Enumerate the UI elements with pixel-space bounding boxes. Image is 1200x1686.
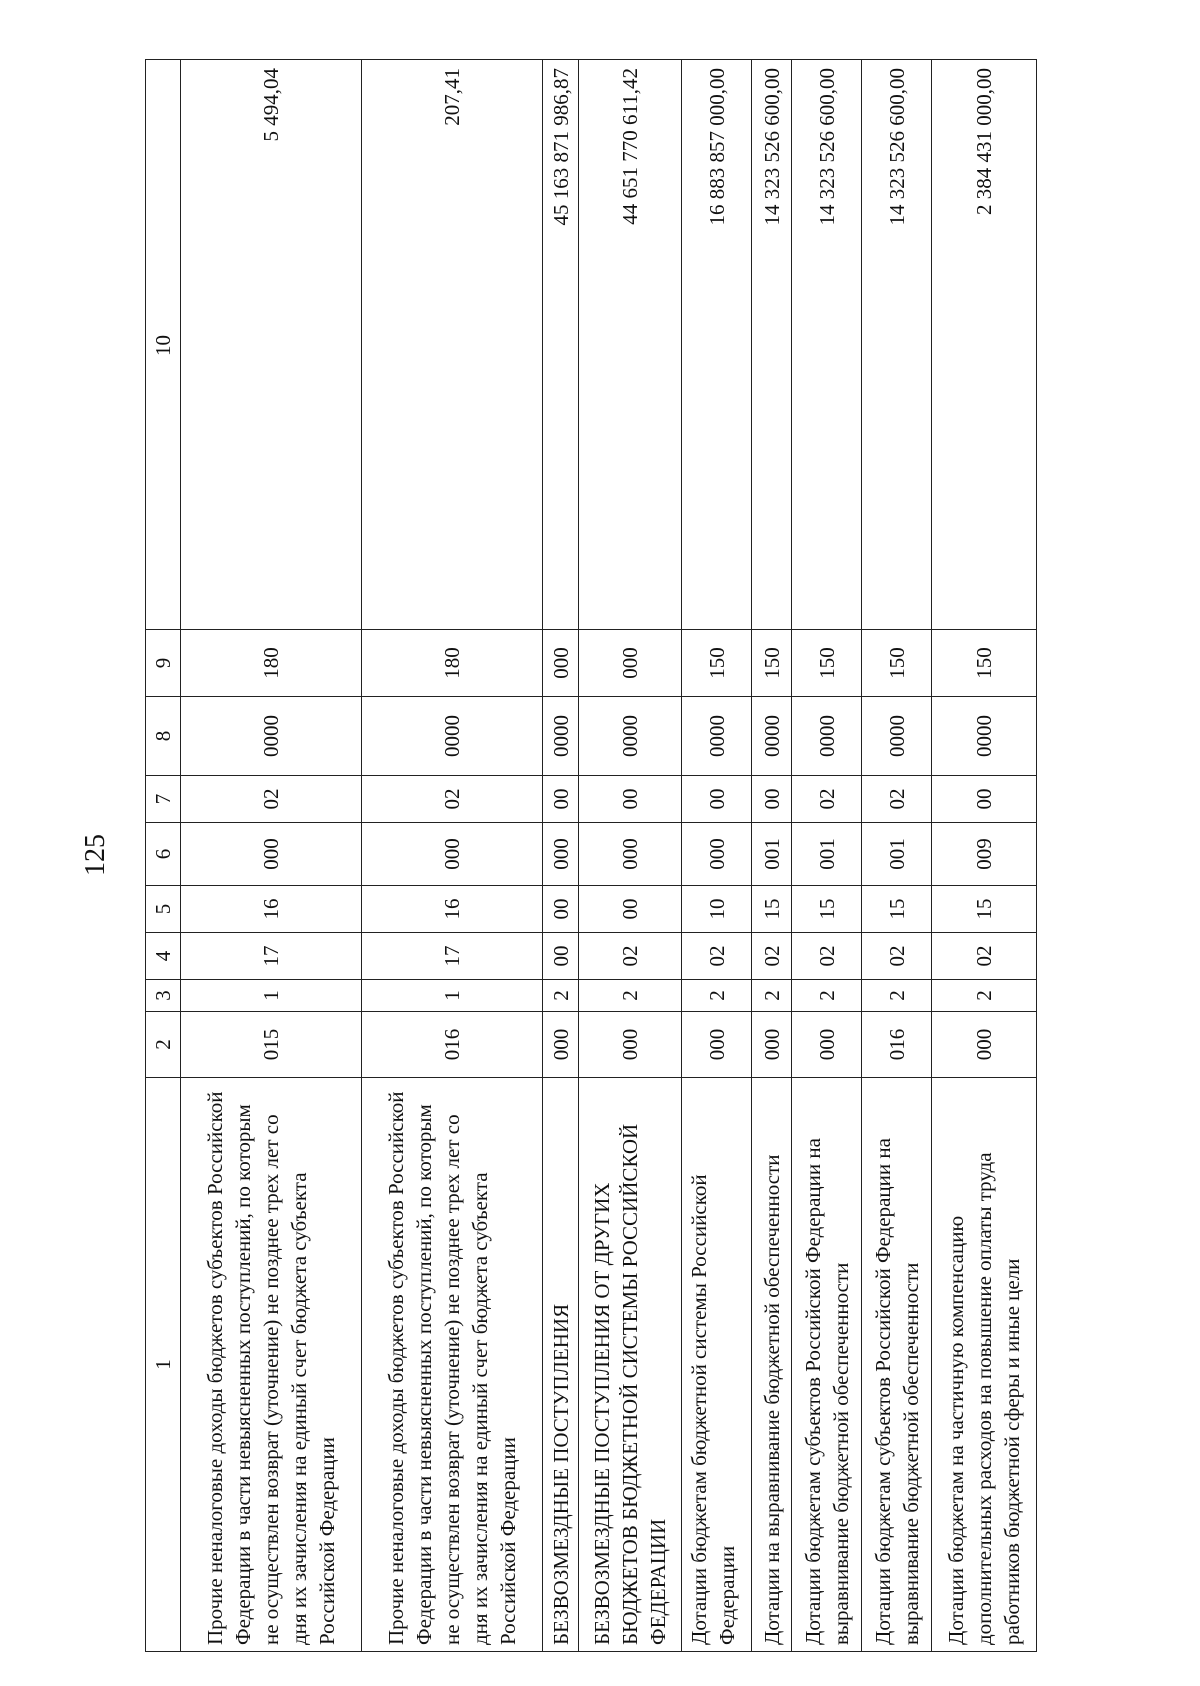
admin-code: 000: [579, 1012, 682, 1078]
column-number: 2: [146, 1012, 181, 1078]
program-code: 0000: [932, 697, 1037, 776]
article-code: 00: [543, 886, 579, 933]
revenue-name: Дотации бюджетам субъектов Российской Федерации на выравнивание бюджетной обеспеченности: [862, 1078, 932, 1652]
admin-code: 016: [362, 1012, 543, 1078]
article-code: 16: [181, 886, 362, 933]
revenue-name: БЕЗВОЗМЕЗДНЫЕ ПОСТУПЛЕНИЯ ОТ ДРУГИХ БЮДЖЕТОВ БЮДЖЕТНОЙ СИСТЕМЫ РОССИЙСКОЙ ФЕДЕРАЦИИ: [579, 1078, 682, 1652]
subgroup-code: 02: [792, 933, 862, 980]
revenue-name: БЕЗВОЗМЕЗДНЫЕ ПОСТУПЛЕНИЯ: [543, 1078, 579, 1652]
column-number: 3: [146, 980, 181, 1012]
table-row: [932, 60, 1037, 1652]
amount: 2 384 431 000,00: [932, 60, 1037, 630]
program-code: 0000: [862, 697, 932, 776]
program-code: 0000: [181, 697, 362, 776]
admin-code: 016: [862, 1012, 932, 1078]
group-code: 2: [579, 980, 682, 1012]
article-code: 00: [579, 886, 682, 933]
revenue-name: Дотации бюджетам на частичную компенсацию дополнительных расходов на повышение оплаты труда работников бюджетной сферы и иные цели: [932, 1078, 1037, 1652]
article-code: 10: [682, 886, 752, 933]
admin-code: 000: [752, 1012, 792, 1078]
group-code: 2: [543, 980, 579, 1012]
element-code: 00: [752, 776, 792, 823]
element-code: 02: [181, 776, 362, 823]
revenue-name: Дотации бюджетам субъектов Российской Федерации на выравнивание бюджетной обеспеченности: [792, 1078, 862, 1652]
program-code: 0000: [752, 697, 792, 776]
classification-code: 150: [862, 630, 932, 697]
column-number: 4: [146, 933, 181, 980]
group-code: 2: [792, 980, 862, 1012]
subarticle-code: 001: [752, 823, 792, 886]
revenue-name: Дотации на выравнивание бюджетной обеспеченности: [752, 1078, 792, 1652]
column-number: 10: [146, 60, 181, 630]
article-code: 15: [792, 886, 862, 933]
amount: 14 323 526 600,00: [792, 60, 862, 630]
element-code: 02: [792, 776, 862, 823]
column-number: 6: [146, 823, 181, 886]
program-code: 0000: [362, 697, 543, 776]
table-row: [579, 60, 682, 1652]
subarticle-code: 000: [362, 823, 543, 886]
classification-code: 150: [682, 630, 752, 697]
classification-code: 150: [932, 630, 1037, 697]
subarticle-code: 001: [862, 823, 932, 886]
subgroup-code: 17: [181, 933, 362, 980]
amount: 16 883 857 000,00: [682, 60, 752, 630]
group-code: 2: [862, 980, 932, 1012]
amount: 14 323 526 600,00: [862, 60, 932, 630]
element-code: 00: [543, 776, 579, 823]
subarticle-code: 000: [682, 823, 752, 886]
group-code: 1: [362, 980, 543, 1012]
amount: 14 323 526 600,00: [752, 60, 792, 630]
group-code: 2: [932, 980, 1037, 1012]
table-row: [752, 60, 792, 1652]
subarticle-code: 000: [579, 823, 682, 886]
table-row: [543, 60, 579, 1652]
program-code: 0000: [682, 697, 752, 776]
subgroup-code: 02: [579, 933, 682, 980]
subgroup-code: 02: [862, 933, 932, 980]
revenue-name: Дотации бюджетам бюджетной системы Российской Федерации: [682, 1078, 752, 1652]
element-code: 00: [579, 776, 682, 823]
column-number: 5: [146, 886, 181, 933]
classification-code: 000: [543, 630, 579, 697]
revenue-name: Прочие неналоговые доходы бюджетов субъектов Российской Федерации в части невыясненных поступлений, по которым не осуществлен возврат (уточнение) не позднее трех лет со дня их зачисления на единый счет бюджета субъекта Российской Федерации: [181, 1078, 362, 1652]
classification-code: 180: [362, 630, 543, 697]
column-number-row: [146, 60, 181, 1652]
group-code: 2: [752, 980, 792, 1012]
admin-code: 000: [932, 1012, 1037, 1078]
subgroup-code: 02: [932, 933, 1037, 980]
amount: 45 163 871 986,87: [543, 60, 579, 630]
column-number: 8: [146, 697, 181, 776]
article-code: 15: [862, 886, 932, 933]
budget-table: [145, 59, 1037, 1652]
subgroup-code: 02: [752, 933, 792, 980]
program-code: 0000: [792, 697, 862, 776]
program-code: 0000: [543, 697, 579, 776]
subgroup-code: 17: [362, 933, 543, 980]
amount: 207,41: [362, 60, 543, 630]
group-code: 1: [181, 980, 362, 1012]
subarticle-code: 001: [792, 823, 862, 886]
article-code: 16: [362, 886, 543, 933]
amount: 5 494,04: [181, 60, 362, 630]
classification-code: 150: [752, 630, 792, 697]
table-row: [682, 60, 752, 1652]
element-code: 00: [932, 776, 1037, 823]
column-number: 1: [146, 1078, 181, 1652]
admin-code: 000: [792, 1012, 862, 1078]
table-row: [181, 60, 362, 1652]
column-number: 9: [146, 630, 181, 697]
element-code: 00: [682, 776, 752, 823]
element-code: 02: [862, 776, 932, 823]
subarticle-code: 000: [543, 823, 579, 886]
amount: 44 651 770 611,42: [579, 60, 682, 630]
subarticle-code: 000: [181, 823, 362, 886]
subgroup-code: 02: [682, 933, 752, 980]
element-code: 02: [362, 776, 543, 823]
revenue-name: Прочие неналоговые доходы бюджетов субъектов Российской Федерации в части невыясненных поступлений, по которым не осуществлен возврат (уточнение) не позднее трех лет со дня их зачисления на единый счет бюджета субъекта Российской Федерации: [362, 1078, 543, 1652]
program-code: 0000: [579, 697, 682, 776]
table-row: [362, 60, 543, 1652]
article-code: 15: [752, 886, 792, 933]
subgroup-code: 00: [543, 933, 579, 980]
classification-code: 000: [579, 630, 682, 697]
classification-code: 180: [181, 630, 362, 697]
subarticle-code: 009: [932, 823, 1037, 886]
page-number: 125: [80, 834, 111, 876]
admin-code: 015: [181, 1012, 362, 1078]
classification-code: 150: [792, 630, 862, 697]
column-number: 7: [146, 776, 181, 823]
admin-code: 000: [682, 1012, 752, 1078]
group-code: 2: [682, 980, 752, 1012]
admin-code: 000: [543, 1012, 579, 1078]
table-row: [792, 60, 862, 1652]
table-row: [862, 60, 932, 1652]
article-code: 15: [932, 886, 1037, 933]
